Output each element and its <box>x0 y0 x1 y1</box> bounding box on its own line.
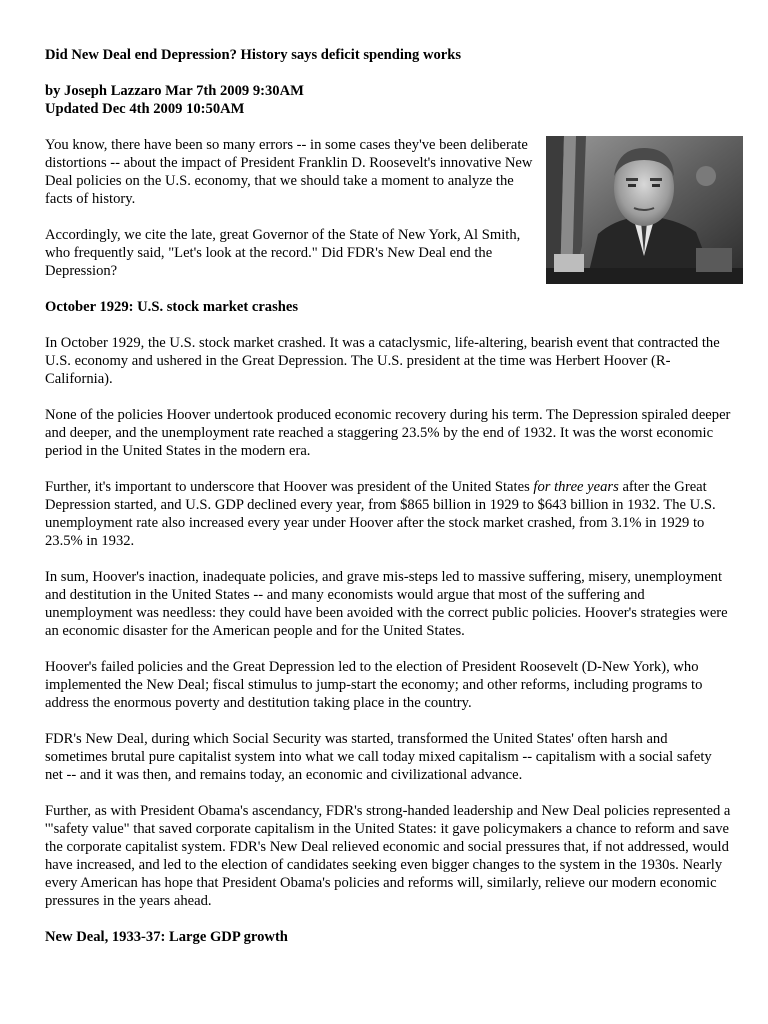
paragraph-6: FDR's New Deal, during which Social Security was started, transformed the United States' often harsh and sometimes brutal pure capitalist system into what we call today mixed capitalism -- capitalism with a social safety net -- and it was then, and remains today, an economic and civilizational advance. <box>45 731 712 783</box>
fdr-portrait-image <box>546 136 743 284</box>
paragraph-1: In October 1929, the U.S. stock market crashed. It was a cataclysmic, life-altering, bearish event that contracted the U.S. economy and ushered in the Great Depression. The U.S. president at the time was Herbert Hoover (R-California). <box>45 335 720 387</box>
paragraph-3 <box>45 478 733 550</box>
byline-updated: Updated Dec 4th 2009 10:50AM <box>45 101 245 117</box>
paragraph-4: In sum, Hoover's inaction, inadequate policies, and grave mis-steps led to massive suffering, misery, unemployment and destitution in the United States -- and many economists would argue that most of the suffering and unemployment was needless: they could have been avoided with the correct public policies. Hoover's strategies were an economic disaster for the American people and for the United States. <box>45 569 728 639</box>
intro-paragraph-1: You know, there have been so many errors -- in some cases they've been deliberate distortions -- about the impact of President Franklin D. Roosevelt's innovative New Deal policies on the U.S. economy, that we should take a moment to analyze the facts of history. <box>45 137 533 207</box>
article-title: Did New Deal end Depression? History says deficit spending works <box>45 47 462 63</box>
section-heading-new-deal: New Deal, 1933-37: Large GDP growth <box>45 929 288 945</box>
article-byline <box>45 82 733 118</box>
paragraph-2: None of the policies Hoover undertook produced economic recovery during his term. The Depression spiraled deeper and deeper, and the unemployment rate reached a staggering 23.5% by the end of 1932. It was the worst economic period in the United States in the modern era. <box>45 407 731 459</box>
paragraph-3-end: after the Great Depression started, and U.S. GDP declined every year, from $865 billion in 1929 to $643 billion in 1932. The U.S. unemployment rate also increased every year under Hoover after the stock market crashed, from 3.1% in 1929 to 23.5% in 1932. <box>45 479 716 549</box>
byline-author-date: by Joseph Lazzaro Mar 7th 2009 9:30AM <box>45 83 304 99</box>
intro-paragraph-2: Accordingly, we cite the late, great Governor of the State of New York, Al Smith, who frequently said, "Let's look at the record." Did FDR's New Deal end the Depression? <box>45 227 521 279</box>
article <box>45 46 733 964</box>
paragraph-3-start: Further, it's important to underscore that Hoover was president of the United States <box>45 479 534 495</box>
paragraph-7: Further, as with President Obama's ascendancy, FDR's strong-handed leadership and New Deal policies represented a '"safety value" that saved corporate capitalism in the United States: it gave policymakers a chance to reform and save the corporate capitalist system. FDR's New Deal relieved economic and social pressures that, if not addressed, would have increased, and led to the election of candidates seeking even bigger changes to the system in the 1930s. Nearly every American has hope that President Obama's policies and reforms will, similarly, relieve our modern economic pressures in the years ahead. <box>45 803 731 909</box>
section-heading-1929: October 1929: U.S. stock market crashes <box>45 299 299 315</box>
fdr-portrait-photo <box>546 136 743 284</box>
paragraph-3-emphasis: for three years <box>533 479 619 495</box>
paragraph-5: Hoover's failed policies and the Great Depression led to the election of President Roosevelt (D-New York), who implemented the New Deal; fiscal stimulus to jump-start the economy; and other reforms, including programs to address the enormous poverty and destitution taking place in the country. <box>45 659 703 711</box>
